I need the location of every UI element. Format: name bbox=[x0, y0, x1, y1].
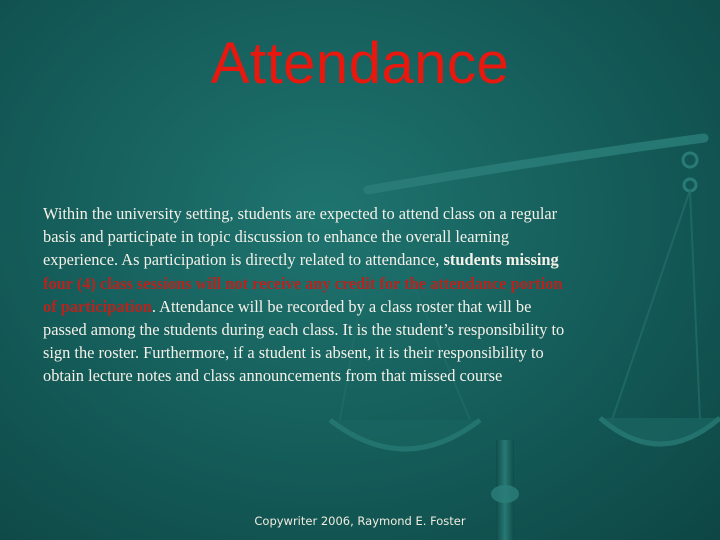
slide-title: Attendance bbox=[210, 31, 510, 96]
copyright-footer: Copywriter 2006, Raymond E. Foster bbox=[254, 514, 466, 528]
text-segment: . Attendance will be recorded by a class roster that will be bbox=[151, 296, 532, 316]
text-segment: sign the roster. Furthermore, if a student is absent, it is their responsibility to bbox=[43, 343, 544, 363]
text-segment: obtain lecture notes and class announcements from that missed course bbox=[43, 366, 503, 386]
paragraph-line bbox=[43, 295, 683, 318]
paragraph-line bbox=[43, 341, 683, 364]
emphasis-red-text: four (4) class sessions will not receive any credit for the attendance portion bbox=[43, 273, 563, 293]
emphasis-text: students missing bbox=[443, 250, 559, 270]
paragraph-line bbox=[43, 225, 683, 248]
emphasis-red-text: of participation bbox=[43, 296, 152, 316]
paragraph-line bbox=[43, 318, 683, 341]
text-segment: Within the university setting, students are expected to attend class on a regular bbox=[43, 204, 558, 223]
text-segment: experience. As participation is directly related to attendance, bbox=[43, 250, 444, 270]
text-segment: basis and participate in topic discussion to enhance the overall learning bbox=[43, 227, 510, 247]
text-segment: passed among the students during each class. It is the student’s responsibility to bbox=[43, 320, 565, 340]
paragraph-line bbox=[43, 364, 683, 387]
attendance-policy-paragraph bbox=[43, 202, 683, 388]
paragraph-line bbox=[43, 248, 683, 271]
paragraph-line bbox=[43, 272, 683, 295]
paragraph-line bbox=[43, 202, 683, 225]
